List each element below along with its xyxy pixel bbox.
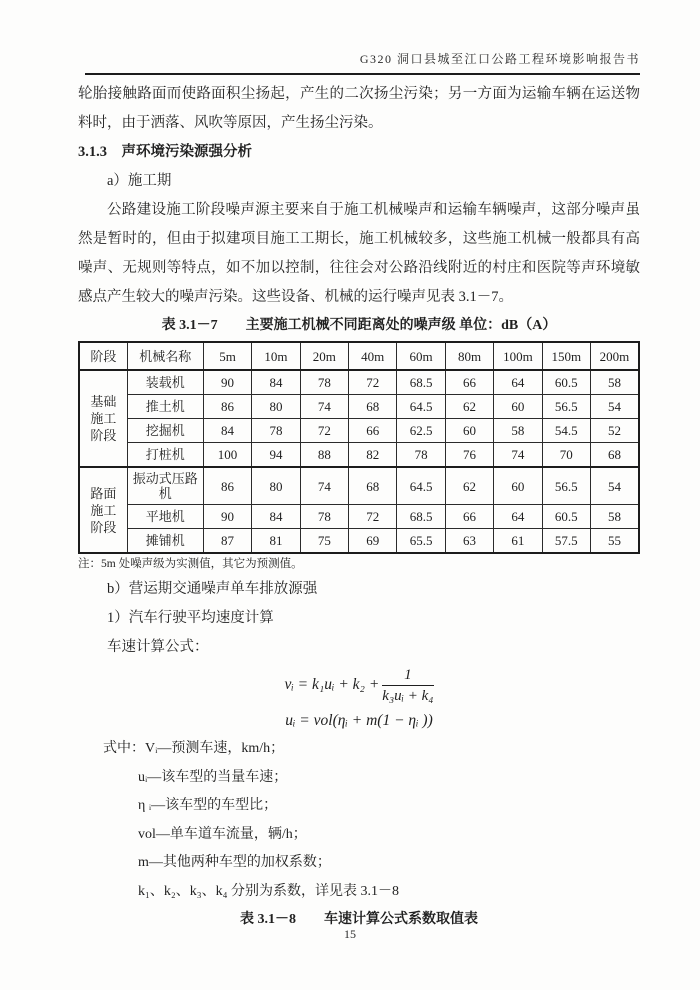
variable-definitions [78, 735, 640, 906]
value-cell: 60.5 [542, 370, 590, 395]
value-cell: 68 [590, 443, 639, 468]
value-cell: 66 [445, 370, 493, 395]
value-cell: 74 [300, 395, 348, 419]
table-header-row [79, 342, 639, 370]
table-row [79, 395, 639, 419]
value-cell: 62 [445, 467, 493, 505]
definition-line: η ᵢ—该车型的车型比； [138, 798, 278, 813]
table-row [79, 370, 639, 395]
definition-line [78, 735, 640, 764]
value-cell: 100 [203, 443, 251, 468]
value-cell: 60 [494, 395, 542, 419]
machine-name-cell: 平地机 [127, 505, 203, 529]
value-cell: 52 [590, 419, 639, 443]
table-row [79, 443, 639, 468]
speed-formulas [78, 666, 640, 733]
group-label-foundation: 基础施工阶段 [79, 370, 127, 467]
value-cell: 60.5 [542, 505, 590, 529]
group-label-pavement: 路面施工阶段 [79, 467, 127, 553]
table-3-1-8-caption: 表 3.1－8 车速计算公式系数取值表 [240, 912, 478, 927]
definition-prefix: 式中： [103, 741, 145, 756]
value-cell: 70 [542, 443, 590, 468]
value-cell: 68 [349, 395, 397, 419]
value-cell: 64 [494, 505, 542, 529]
value-cell: 64 [494, 370, 542, 395]
value-cell: 61 [494, 529, 542, 554]
header-cell-distance: 80m [445, 342, 493, 370]
formula-intro: 车速计算公式： [107, 639, 209, 655]
definition-line: uᵢ—该车型的当量车速； [138, 769, 288, 785]
value-cell: 82 [349, 443, 397, 468]
page-footer [0, 927, 700, 942]
definition-line: vol—单车道车流量，辆/h； [138, 826, 307, 842]
machine-name-cell: 推土机 [127, 395, 203, 419]
value-cell: 60 [494, 467, 542, 505]
value-cell: 58 [494, 419, 542, 443]
value-cell: 62 [445, 395, 493, 419]
value-cell: 76 [445, 443, 493, 468]
page-content [78, 80, 640, 935]
formula-equivalent-speed: uᵢ = vol(ηᵢ + m(1 − ηᵢ )) [285, 712, 433, 729]
value-cell: 62.5 [397, 419, 445, 443]
header-cell-distance: 10m [252, 342, 300, 370]
machine-name-cell: 摊铺机 [127, 529, 203, 554]
header-cell-distance: 5m [203, 342, 251, 370]
value-cell: 56.5 [542, 395, 590, 419]
value-cell: 78 [300, 505, 348, 529]
table-row [79, 419, 639, 443]
fraction-numerator: 1 [382, 666, 433, 686]
formula-speed-left: vᵢ = k₁uᵢ + k₂ + [284, 676, 380, 694]
value-cell: 81 [252, 529, 300, 554]
value-cell: 90 [203, 370, 251, 395]
header-title: G320 洞口县城至江口公路工程环境影响报告书 [359, 52, 640, 66]
definition-line: m—其他两种车型的加权系数； [138, 855, 331, 870]
value-cell: 84 [252, 505, 300, 529]
value-cell: 54 [590, 467, 639, 505]
list-item-a: a）施工期 [107, 173, 172, 189]
value-cell: 54 [590, 395, 639, 419]
value-cell: 84 [252, 370, 300, 395]
value-cell: 90 [203, 505, 251, 529]
value-cell: 64.5 [397, 395, 445, 419]
machine-name-cell: 打桩机 [127, 443, 203, 468]
section-heading-313: 3.1.3 声环境污染源强分析 [78, 144, 252, 160]
value-cell: 68.5 [397, 505, 445, 529]
value-cell: 68 [349, 467, 397, 505]
value-cell: 80 [252, 395, 300, 419]
header-cell-machine: 机械名称 [127, 342, 203, 370]
page-number: 15 [344, 927, 356, 941]
header-cell-distance: 60m [397, 342, 445, 370]
definition-text: Vᵢ—预测车速，km/h； [145, 741, 285, 756]
value-cell: 78 [397, 443, 445, 468]
value-cell: 86 [203, 467, 251, 505]
value-cell: 65.5 [397, 529, 445, 554]
value-cell: 58 [590, 505, 639, 529]
value-cell: 87 [203, 529, 251, 554]
definition-line: k₁、k₂、k₃、k₄ 分别为系数，详见表 3.1－8 [138, 883, 400, 899]
value-cell: 86 [203, 395, 251, 419]
header-cell-distance: 100m [494, 342, 542, 370]
value-cell: 84 [203, 419, 251, 443]
page-header [85, 50, 640, 75]
value-cell: 72 [300, 419, 348, 443]
header-cell-distance: 200m [590, 342, 639, 370]
table-note: 注：5m 处噪声级为实测值，其它为预测值。 [78, 558, 303, 570]
value-cell: 78 [252, 419, 300, 443]
value-cell: 57.5 [542, 529, 590, 554]
machine-name-cell: 振动式压路机 [127, 467, 203, 505]
value-cell: 64.5 [397, 467, 445, 505]
table-row [79, 505, 639, 529]
list-item-b: b）营运期交通噪声单车排放源强 [107, 581, 318, 597]
value-cell: 78 [300, 370, 348, 395]
value-cell: 66 [349, 419, 397, 443]
header-cell-distance: 20m [300, 342, 348, 370]
value-cell: 55 [590, 529, 639, 554]
value-cell: 54.5 [542, 419, 590, 443]
value-cell: 66 [445, 505, 493, 529]
value-cell: 75 [300, 529, 348, 554]
table-3-1-7-caption: 表 3.1－7 主要施工机械不同距离处的噪声级 单位：dB（A） [161, 318, 557, 333]
fraction [382, 666, 433, 705]
header-cell-distance: 40m [349, 342, 397, 370]
noise-level-table [78, 341, 640, 554]
value-cell: 74 [300, 467, 348, 505]
paragraph-dust: 轮胎接触路面而使路面积尘扬起，产生的二次扬尘污染；另一方面为运输车辆在运送物料时，由于洒落、风吹等原因，产生扬尘污染。 [78, 86, 640, 131]
value-cell: 68.5 [397, 370, 445, 395]
machine-name-cell: 挖掘机 [127, 419, 203, 443]
formula-speed [78, 666, 640, 705]
paragraph-construction-noise: 公路建设施工阶段噪声源主要来自于施工机械噪声和运输车辆噪声，这部分噪声虽然是暂时的，但由于拟建项目施工工期长，施工机械较多，这些施工机械一般都具有高噪声、无规则等特点，如不加以控制，往往会对公路沿线附近的村庄和医院等声环境敏感点产生较大的噪声污染。这些设备、机械的运行噪声见表 3.1－7。 [78, 202, 640, 305]
value-cell: 80 [252, 467, 300, 505]
header-cell-stage: 阶段 [79, 342, 127, 370]
value-cell: 56.5 [542, 467, 590, 505]
value-cell: 72 [349, 505, 397, 529]
value-cell: 94 [252, 443, 300, 468]
value-cell: 69 [349, 529, 397, 554]
table-row [79, 467, 639, 505]
table-row [79, 529, 639, 554]
value-cell: 88 [300, 443, 348, 468]
value-cell: 63 [445, 529, 493, 554]
value-cell: 74 [494, 443, 542, 468]
machine-name-cell: 装载机 [127, 370, 203, 395]
fraction-denominator: k₃uᵢ + k₄ [382, 688, 434, 704]
value-cell: 58 [590, 370, 639, 395]
value-cell: 72 [349, 370, 397, 395]
list-item-1: 1）汽车行驶平均速度计算 [107, 610, 274, 626]
header-cell-distance: 150m [542, 342, 590, 370]
value-cell: 60 [445, 419, 493, 443]
